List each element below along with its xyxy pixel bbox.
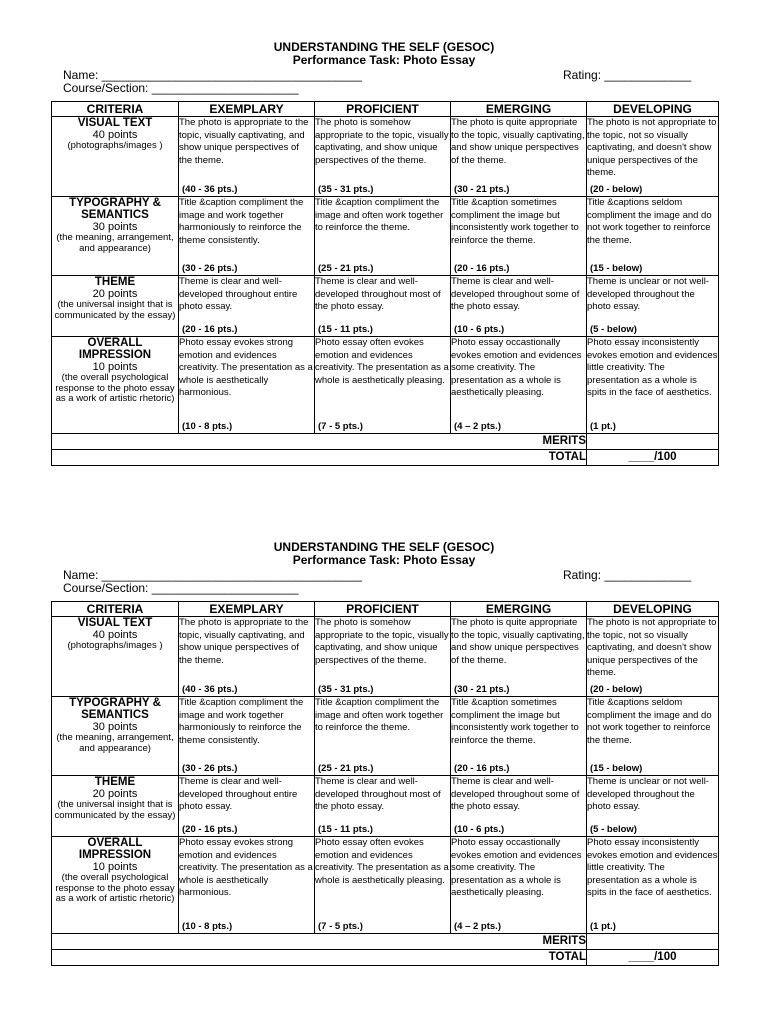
criteria-description: (the overall psychological response to the photo essay as a work of artistic rhetoric) — [55, 372, 175, 404]
rubric-cell-emerging — [451, 337, 587, 434]
rubric-points-range: (30 - 26 pts.) — [182, 763, 238, 774]
criteria-description: (photographs/images ) — [67, 640, 163, 651]
total-score: ____/100 — [587, 450, 719, 466]
criteria-points: 10 points — [92, 361, 138, 373]
criteria-description: (the universal insight that is communicated by the essay) — [54, 799, 176, 821]
criteria-points: 40 points — [92, 629, 138, 641]
rubric-cell-exemplary — [179, 776, 315, 837]
criteria-points: 20 points — [92, 788, 138, 800]
rubric-descriptor: Title &caption compliment the image and often work together to reinforce the theme. — [315, 697, 444, 733]
total-label: TOTAL — [52, 450, 587, 466]
merits-score — [587, 434, 719, 450]
rubric-descriptor: Title &caption sometimes compliment the image but inconsistently work together to reinforce the theme. — [451, 697, 579, 746]
rubric-points-range: (30 - 21 pts.) — [454, 184, 510, 195]
rubric-points-range: (30 - 21 pts.) — [454, 684, 510, 695]
rubric-descriptor: The photo is not appropriate to the topic, not so visually captivating, and doesn't show unique perspectives of the theme. — [587, 117, 717, 178]
rubric-points-range: (7 - 5 pts.) — [318, 921, 363, 932]
rubric-points-range: (20 - 16 pts.) — [454, 763, 510, 774]
criteria-row-visual-text — [52, 617, 719, 697]
rubric-cell-proficient — [315, 197, 451, 276]
rubric-points-range: (20 - 16 pts.) — [454, 263, 510, 274]
column-header-criteria: CRITERIA — [52, 102, 179, 117]
column-header-proficient: PROFICIENT — [315, 602, 451, 617]
criteria-name: THEME — [94, 276, 136, 288]
rubric-descriptor: The photo is somehow appropriate to the topic, visually captivating, and show unique perspectives of the theme. — [315, 617, 449, 666]
rubric-descriptor: Photo essay evokes strong emotion and evidences creativity. The presentation as a whole is aesthetically harmonious. — [179, 837, 313, 898]
total-score: ____/100 — [587, 950, 719, 966]
criteria-cell — [52, 617, 179, 697]
criteria-row-typography — [52, 197, 719, 276]
rubric-cell-proficient — [315, 337, 451, 434]
rubric-points-range: (20 - 16 pts.) — [182, 324, 238, 335]
criteria-row-visual-text — [52, 117, 719, 197]
merits-row — [52, 434, 719, 450]
rubric-descriptor: Photo essay inconsistently evokes emotion and evidences little creativity. The presentation as a whole is spits in the face of aesthetics. — [587, 837, 718, 898]
rubric-points-range: (1 pt.) — [590, 921, 616, 932]
merits-label: MERITS — [52, 934, 587, 950]
criteria-points: 10 points — [92, 861, 138, 873]
rubric-descriptor: Theme is clear and well-developed throughout some of the photo essay. — [451, 776, 580, 812]
rubric-points-range: (40 - 36 pts.) — [182, 184, 238, 195]
rubric-descriptor: The photo is not appropriate to the topic, not so visually captivating, and doesn't show unique perspectives of the theme. — [587, 617, 717, 678]
rubric-cell-exemplary — [179, 697, 315, 776]
column-header-emerging: EMERGING — [451, 602, 587, 617]
rubric-table — [51, 101, 719, 466]
rubric-points-range: (15 - below) — [590, 763, 643, 774]
rubric-cell-exemplary — [179, 197, 315, 276]
rubric-points-range: (30 - 26 pts.) — [182, 263, 238, 274]
criteria-cell — [52, 776, 179, 837]
criteria-description: (the meaning, arrangement, and appearance) — [56, 732, 174, 754]
criteria-row-typography — [52, 697, 719, 776]
rubric-points-range: (40 - 36 pts.) — [182, 684, 238, 695]
rubric-points-range: (10 - 8 pts.) — [182, 921, 233, 932]
rubric-cell-emerging — [451, 837, 587, 934]
rubric-descriptor: Photo essay often evokes emotion and evidences creativity. The presentation as a whole is aesthetically pleasing. — [315, 337, 449, 386]
rubric-descriptor: Title &captions seldom compliment the image and do not work together to reinforce the theme. — [587, 697, 712, 746]
rubric-cell-proficient — [315, 276, 451, 337]
rubric-points-range: (10 - 8 pts.) — [182, 421, 233, 432]
rubric-points-range: (4 – 2 pts.) — [454, 921, 501, 932]
rubric-cell-proficient — [315, 837, 451, 934]
rubric-points-range: (5 - below) — [590, 824, 637, 835]
rubric-cell-emerging — [451, 276, 587, 337]
rubric-descriptor: Theme is unclear or not well-developed throughout the photo essay. — [587, 276, 709, 312]
rubric-cell-developing — [587, 776, 719, 837]
criteria-cell — [52, 337, 179, 434]
rubric-cell-emerging — [451, 697, 587, 776]
rubric-sheet-top — [0, 0, 768, 470]
rubric-cell-exemplary — [179, 337, 315, 434]
rubric-descriptor: Title &caption compliment the image and work together harmoniously to reinforce the theme consistently. — [179, 697, 304, 746]
criteria-description: (photographs/images ) — [67, 140, 163, 151]
rubric-descriptor: Theme is clear and well-developed throughout entire photo essay. — [179, 776, 298, 812]
rubric-descriptor: Photo essay occastionally evokes emotion and evidences some creativity. The presentation as a whole is aesthetically pleasing. — [451, 837, 582, 898]
rubric-cell-emerging — [451, 776, 587, 837]
column-header-emerging: EMERGING — [451, 102, 587, 117]
rubric-points-range: (25 - 21 pts.) — [318, 763, 374, 774]
rubric-descriptor: The photo is appropriate to the topic, visually captivating, and show unique perspectives of the theme. — [179, 117, 309, 166]
rubric-descriptor: Title &caption compliment the image and often work together to reinforce the theme. — [315, 197, 444, 233]
rubric-cell-developing — [587, 276, 719, 337]
criteria-name: TYPOGRAPHY & SEMANTICS — [69, 197, 161, 221]
rubric-descriptor: Theme is clear and well-developed throughout entire photo essay. — [179, 276, 298, 312]
rubric-cell-proficient — [315, 617, 451, 697]
rubric-points-range: (20 - below) — [590, 684, 643, 695]
rubric-descriptor: The photo is quite appropriate to the topic, visually captivating, and show unique perspectives of the theme. — [451, 117, 585, 166]
criteria-name: VISUAL TEXT — [77, 617, 153, 629]
column-header-proficient: PROFICIENT — [315, 102, 451, 117]
rubric-points-range: (15 - 11 pts.) — [318, 324, 373, 335]
rating-field: Rating: _____________ — [563, 568, 692, 582]
rubric-cell-exemplary — [179, 837, 315, 934]
rubric-points-range: (35 - 31 pts.) — [318, 684, 374, 695]
criteria-row-overall-impression — [52, 337, 719, 434]
rubric-points-range: (4 – 2 pts.) — [454, 421, 501, 432]
document-subtitle: Performance Task: Photo Essay — [292, 553, 476, 567]
rating-field: Rating: _____________ — [563, 68, 692, 82]
column-header-criteria: CRITERIA — [52, 602, 179, 617]
rubric-descriptor: Photo essay inconsistently evokes emotion and evidences little creativity. The presentation as a whole is spits in the face of aesthetics. — [587, 337, 718, 398]
rubric-points-range: (25 - 21 pts.) — [318, 263, 374, 274]
criteria-cell — [52, 276, 179, 337]
rubric-points-range: (1 pt.) — [590, 421, 616, 432]
criteria-points: 30 points — [92, 221, 138, 233]
column-header-exemplary: EXEMPLARY — [179, 602, 315, 617]
document-title: UNDERSTANDING THE SELF (GESOC) — [273, 40, 495, 54]
rubric-cell-proficient — [315, 697, 451, 776]
rubric-points-range: (15 - below) — [590, 263, 643, 274]
rubric-cell-developing — [587, 617, 719, 697]
criteria-points: 20 points — [92, 288, 138, 300]
criteria-description: (the overall psychological response to the photo essay as a work of artistic rhetoric) — [55, 872, 175, 904]
criteria-name: VISUAL TEXT — [77, 117, 153, 129]
rubric-sheet-bottom — [0, 500, 768, 970]
merits-row — [52, 934, 719, 950]
rubric-descriptor: Title &caption sometimes compliment the image but inconsistently work together to reinforce the theme. — [451, 197, 579, 246]
rubric-descriptor: Theme is clear and well-developed throughout most of the photo essay. — [315, 776, 441, 812]
total-label: TOTAL — [52, 950, 587, 966]
rubric-points-range: (10 - 6 pts.) — [454, 824, 505, 835]
rubric-cell-proficient — [315, 776, 451, 837]
column-header-exemplary: EXEMPLARY — [179, 102, 315, 117]
rubric-points-range: (35 - 31 pts.) — [318, 184, 374, 195]
name-field: Name: _______________________________________ — [63, 68, 362, 82]
rubric-cell-proficient — [315, 117, 451, 197]
rubric-descriptor: Theme is unclear or not well-developed throughout the photo essay. — [587, 776, 709, 812]
rubric-descriptor: Title &caption compliment the image and work together harmoniously to reinforce the theme consistently. — [179, 197, 304, 246]
rubric-cell-developing — [587, 197, 719, 276]
criteria-row-theme — [52, 276, 719, 337]
rubric-cell-developing — [587, 697, 719, 776]
rubric-cell-exemplary — [179, 276, 315, 337]
rubric-descriptor: Theme is clear and well-developed throughout some of the photo essay. — [451, 276, 580, 312]
rubric-points-range: (5 - below) — [590, 324, 637, 335]
criteria-cell — [52, 837, 179, 934]
merits-score — [587, 934, 719, 950]
rubric-descriptor: The photo is quite appropriate to the topic, visually captivating, and show unique perspectives of the theme. — [451, 617, 585, 666]
rubric-cell-developing — [587, 837, 719, 934]
document-subtitle: Performance Task: Photo Essay — [292, 53, 476, 67]
rubric-cell-exemplary — [179, 117, 315, 197]
rubric-descriptor: The photo is somehow appropriate to the topic, visually captivating, and show unique perspectives of the theme. — [315, 117, 449, 166]
total-row — [52, 450, 719, 466]
header-row — [52, 102, 719, 117]
rubric-descriptor: Photo essay occastionally evokes emotion and evidences some creativity. The presentation as a whole is aesthetically pleasing. — [451, 337, 582, 398]
rubric-cell-developing — [587, 117, 719, 197]
rubric-points-range: (20 - 16 pts.) — [182, 824, 238, 835]
rubric-points-range: (7 - 5 pts.) — [318, 421, 363, 432]
criteria-points: 40 points — [92, 129, 138, 141]
criteria-name: OVERALL IMPRESSION — [78, 337, 152, 361]
rubric-cell-emerging — [451, 117, 587, 197]
criteria-name: THEME — [94, 776, 136, 788]
rubric-descriptor: Theme is clear and well-developed throughout most of the photo essay. — [315, 276, 441, 312]
column-header-developing: DEVELOPING — [587, 602, 719, 617]
rubric-cell-developing — [587, 337, 719, 434]
criteria-row-theme — [52, 776, 719, 837]
rubric-points-range: (15 - 11 pts.) — [318, 824, 373, 835]
criteria-row-overall-impression — [52, 837, 719, 934]
rubric-points-range: (20 - below) — [590, 184, 643, 195]
course-section-field: Course/Section: ______________________ — [63, 81, 299, 95]
merits-label: MERITS — [52, 434, 587, 450]
document-title: UNDERSTANDING THE SELF (GESOC) — [273, 540, 495, 554]
criteria-description: (the universal insight that is communicated by the essay) — [54, 299, 176, 321]
rubric-cell-exemplary — [179, 617, 315, 697]
criteria-cell — [52, 197, 179, 276]
rubric-descriptor: The photo is appropriate to the topic, visually captivating, and show unique perspectives of the theme. — [179, 617, 309, 666]
name-field: Name: _______________________________________ — [63, 568, 362, 582]
header-row — [52, 602, 719, 617]
criteria-points: 30 points — [92, 721, 138, 733]
rubric-table — [51, 601, 719, 966]
criteria-name: TYPOGRAPHY & SEMANTICS — [69, 697, 161, 721]
rubric-cell-emerging — [451, 197, 587, 276]
total-row — [52, 950, 719, 966]
course-section-field: Course/Section: ______________________ — [63, 581, 299, 595]
criteria-cell — [52, 697, 179, 776]
criteria-cell — [52, 117, 179, 197]
criteria-description: (the meaning, arrangement, and appearance) — [56, 232, 174, 254]
column-header-developing: DEVELOPING — [587, 102, 719, 117]
rubric-cell-emerging — [451, 617, 587, 697]
rubric-descriptor: Photo essay evokes strong emotion and evidences creativity. The presentation as a whole is aesthetically harmonious. — [179, 337, 313, 398]
rubric-descriptor: Photo essay often evokes emotion and evidences creativity. The presentation as a whole is aesthetically pleasing. — [315, 837, 449, 886]
rubric-descriptor: Title &captions seldom compliment the image and do not work together to reinforce the theme. — [587, 197, 712, 246]
criteria-name: OVERALL IMPRESSION — [78, 837, 152, 861]
rubric-points-range: (10 - 6 pts.) — [454, 324, 505, 335]
